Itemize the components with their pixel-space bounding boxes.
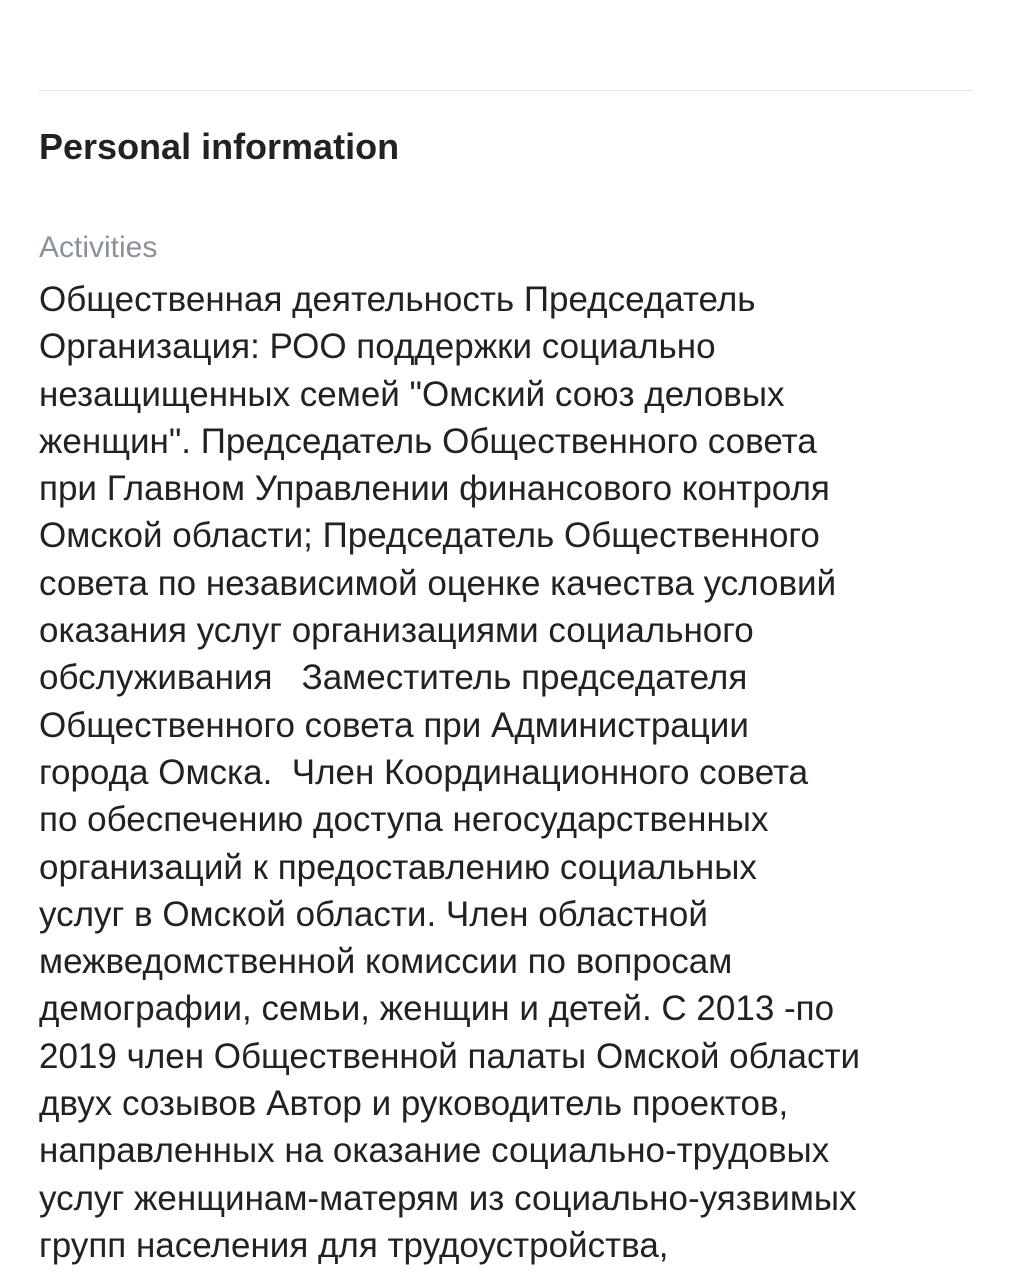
activities-line: двух созывов Автор и руководитель проектов, — [39, 1084, 789, 1124]
activities-line: демографии, семьи, женщин и детей. С 2013 -по — [39, 989, 835, 1029]
section-divider — [38, 90, 973, 91]
activities-line: межведомственной комиссии по вопросам — [39, 942, 733, 982]
activities-line: незащищенных семей "Омский союз деловых — [39, 374, 785, 414]
activities-line: по обеспечению доступа негосударственных — [39, 800, 769, 840]
activities-line: Общественная деятельность Председатель — [39, 280, 756, 319]
activities-line: при Главном Управлении финансового контроля — [39, 469, 830, 509]
activities-line: обслуживания Заместитель председателя — [39, 658, 748, 698]
activities-line: Общественного совета при Администрации — [39, 705, 749, 745]
activities-line: города Омска. Член Координационного совета — [39, 752, 809, 792]
activities-line: Организация: РОО поддержки социально — [39, 327, 716, 367]
activities-label: Activities — [39, 231, 158, 264]
activities-line: направленных на оказание социально-трудовых — [39, 1131, 830, 1171]
activities-line: групп населения для трудоустройства, — [39, 1225, 669, 1265]
activities-line: совета по независимой оценке качества условий — [39, 563, 837, 603]
activities-text — [39, 276, 979, 1269]
activities-line: услуг женщинам-матерям из социально-уязвимых — [39, 1178, 857, 1218]
activities-line: организаций к предоставлению социальных — [39, 847, 757, 887]
activities-line: женщин". Председатель Общественного совета — [39, 421, 817, 461]
activities-line: 2019 член Общественной палаты Омской области — [39, 1036, 861, 1076]
activities-line: оказания услуг организациями социального — [39, 611, 754, 651]
activities-line: Омской области; Председатель Общественного — [39, 516, 820, 556]
activities-line: услуг в Омской области. Член областной — [39, 894, 708, 934]
section-title-personal-information: Personal information — [39, 126, 400, 167]
